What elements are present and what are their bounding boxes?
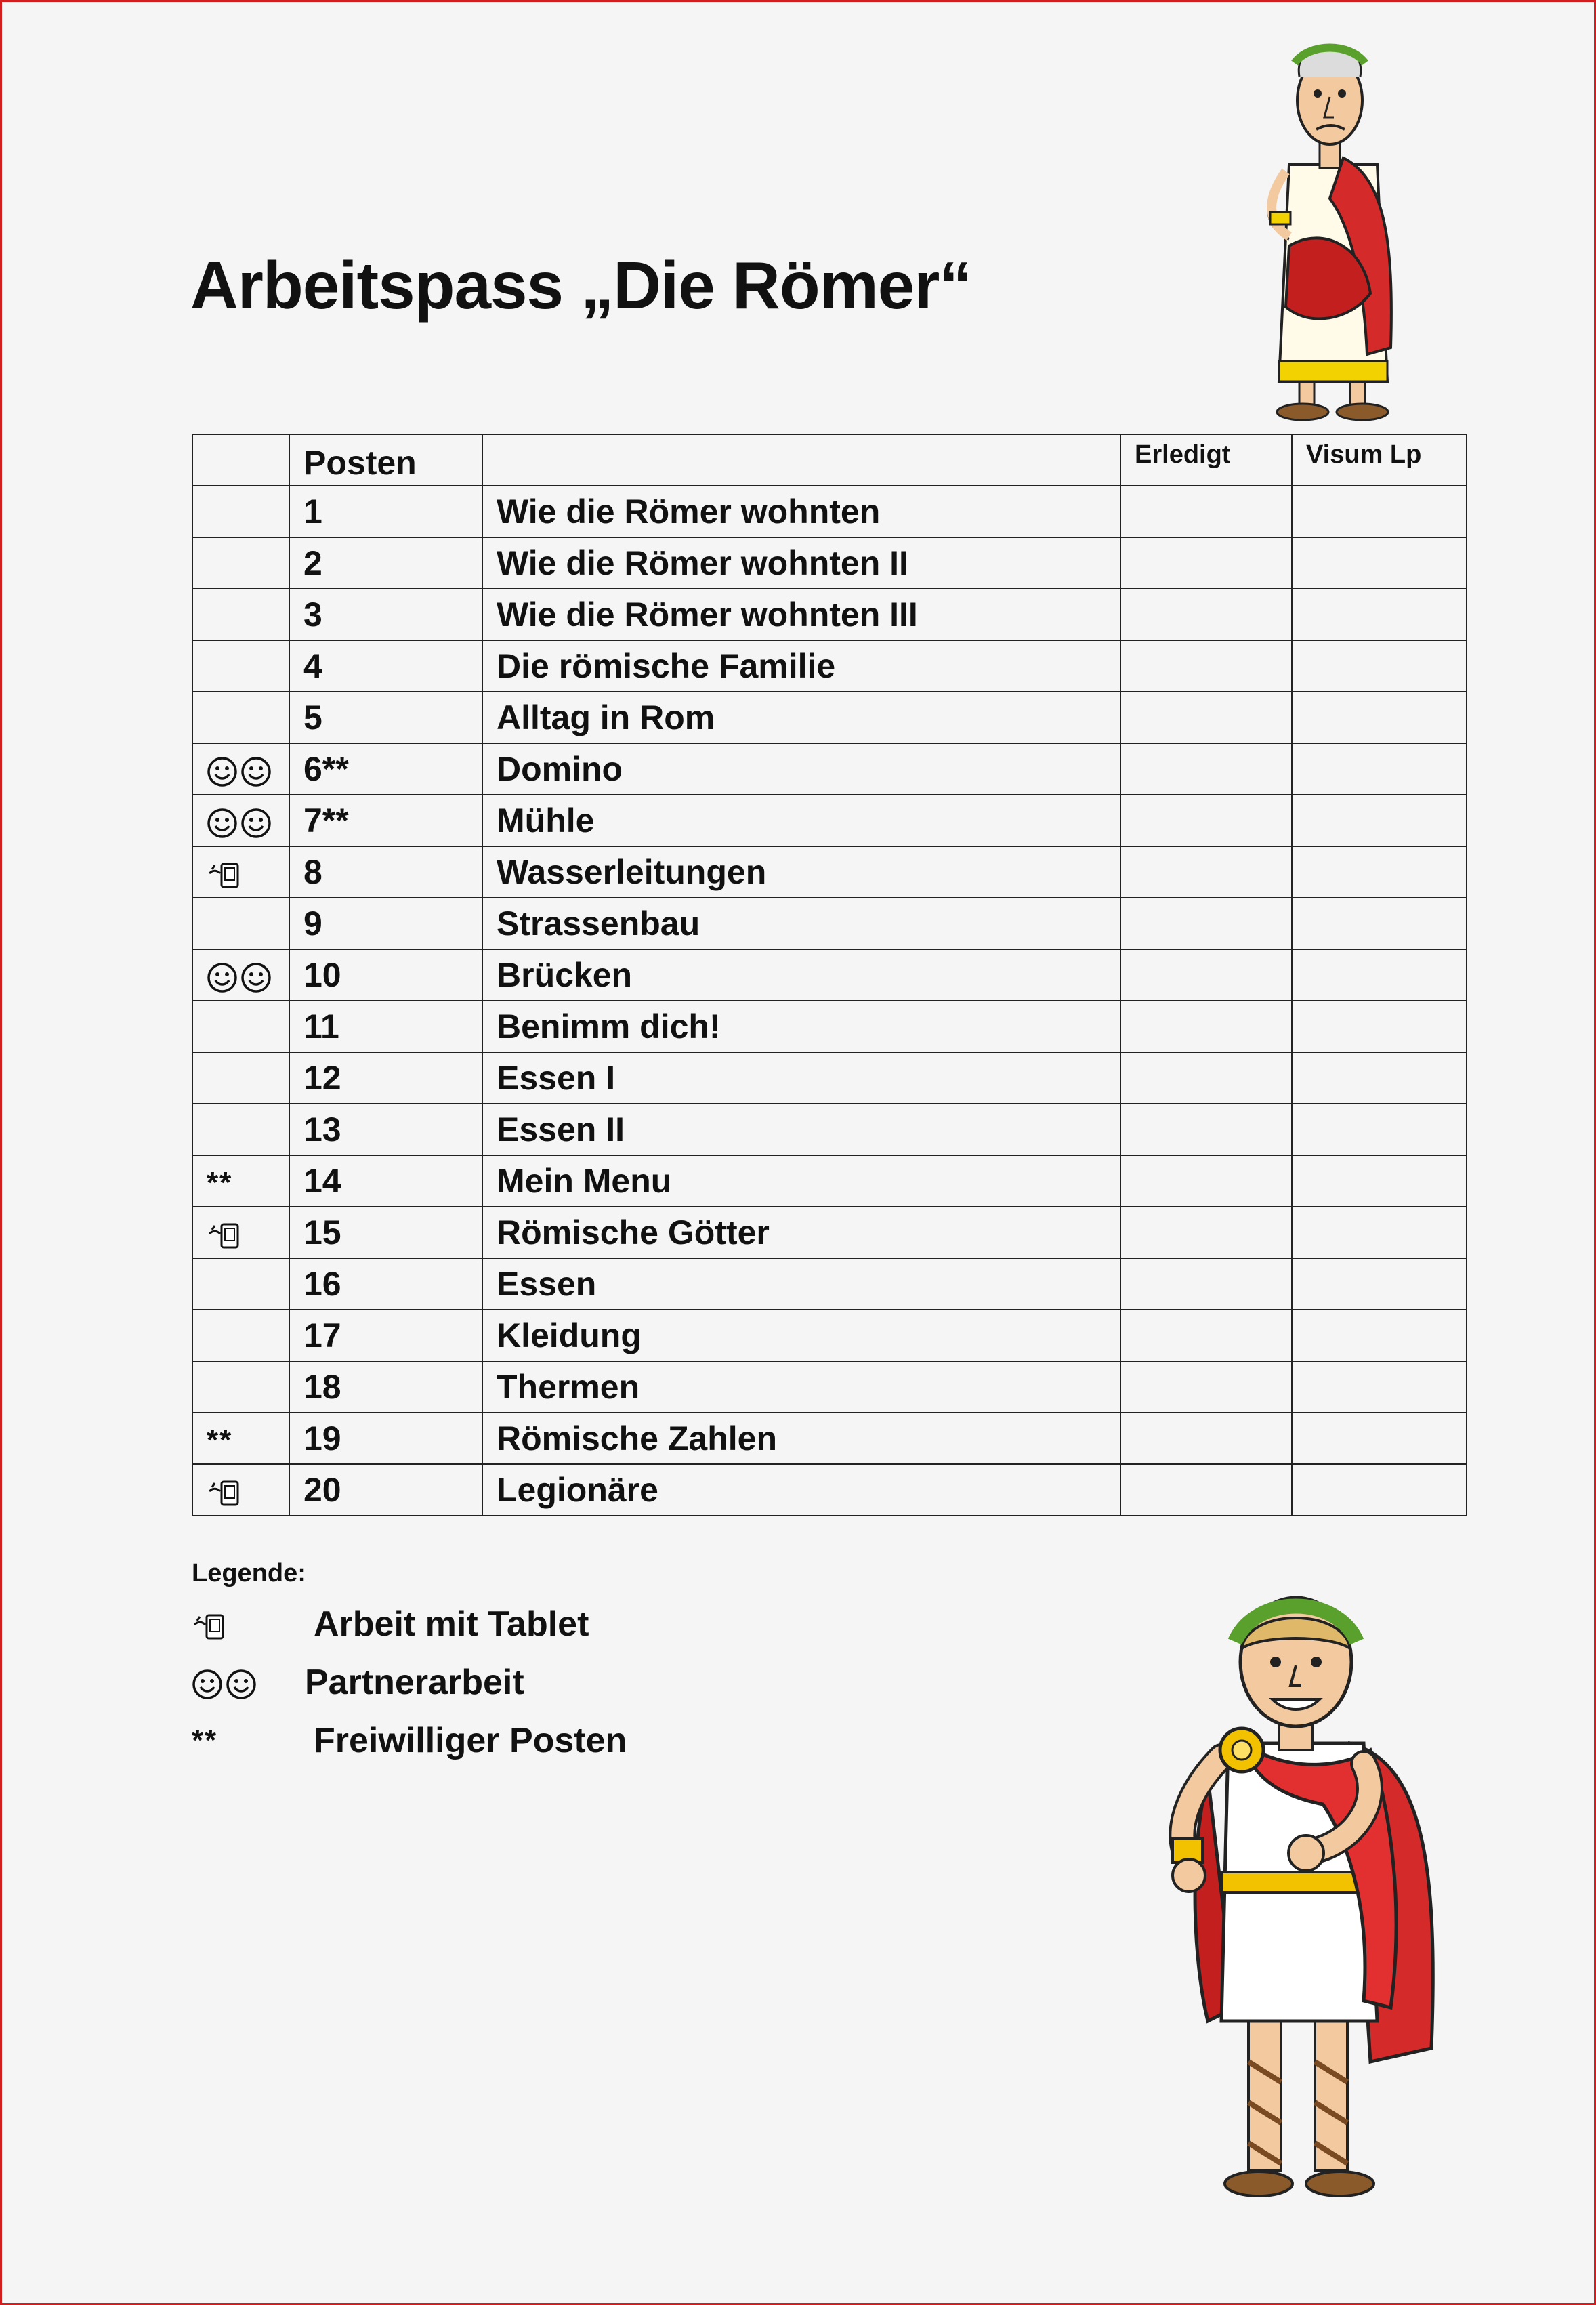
legend-stars-label: Freiwilliger Posten: [314, 1721, 627, 1760]
legend-stars: [192, 1720, 627, 1761]
erledigt-cell[interactable]: [1120, 1310, 1292, 1361]
row-number: 7**: [289, 795, 482, 846]
visum-cell[interactable]: [1292, 795, 1467, 846]
erledigt-cell[interactable]: [1120, 692, 1292, 743]
row-task: Alltag in Rom: [482, 692, 1120, 743]
row-number: 10: [289, 949, 482, 1001]
table-row: [192, 1413, 1467, 1464]
erledigt-cell[interactable]: [1120, 1413, 1292, 1464]
erledigt-cell[interactable]: [1120, 898, 1292, 949]
erledigt-cell[interactable]: [1120, 1104, 1292, 1155]
visum-cell[interactable]: [1292, 1104, 1467, 1155]
row-task: Römische Zahlen: [482, 1413, 1120, 1464]
erledigt-cell[interactable]: [1120, 846, 1292, 898]
row-mark: [192, 743, 289, 795]
erledigt-cell[interactable]: [1120, 640, 1292, 692]
erledigt-cell[interactable]: [1120, 1001, 1292, 1052]
visum-cell[interactable]: [1292, 589, 1467, 640]
row-task: Essen: [482, 1258, 1120, 1310]
visum-cell[interactable]: [1292, 1413, 1467, 1464]
row-number: 18: [289, 1361, 482, 1413]
row-mark: [192, 1001, 289, 1052]
table-row: [192, 1258, 1467, 1310]
row-task: Wie die Römer wohnten III: [482, 589, 1120, 640]
roman-emperor-illustration: [1147, 1587, 1445, 2211]
erledigt-cell[interactable]: [1120, 743, 1292, 795]
tablet-hand-icon: [192, 1604, 314, 1644]
legend-partner: [192, 1662, 524, 1703]
table-row: [192, 1155, 1467, 1207]
row-number: 2: [289, 537, 482, 589]
table-row: [192, 1207, 1467, 1258]
tablet-hand-icon: [207, 1471, 249, 1509]
row-mark: [192, 537, 289, 589]
row-task: Wie die Römer wohnten: [482, 486, 1120, 537]
visum-cell[interactable]: [1292, 1001, 1467, 1052]
row-mark: [192, 1258, 289, 1310]
header-posten: Posten: [289, 434, 482, 486]
stars-symbol: **: [192, 1724, 218, 1757]
stars-symbol: **: [207, 1166, 233, 1199]
smiley-icon: [207, 802, 274, 839]
visum-cell[interactable]: [1292, 949, 1467, 1001]
table-row: [192, 640, 1467, 692]
row-task: Kleidung: [482, 1310, 1120, 1361]
table-row: [192, 537, 1467, 589]
row-task: Die römische Familie: [482, 640, 1120, 692]
page-title: Arbeitspass „Die Römer“: [190, 248, 972, 323]
header-visum: Visum Lp: [1292, 434, 1467, 486]
erledigt-cell[interactable]: [1120, 486, 1292, 537]
row-mark: [192, 1052, 289, 1104]
legend-partner-label: Partnerarbeit: [305, 1663, 524, 1702]
visum-cell[interactable]: [1292, 1464, 1467, 1516]
row-mark: [192, 640, 289, 692]
row-mark: [192, 692, 289, 743]
station-table: [192, 434, 1467, 1516]
row-task: Mühle: [482, 795, 1120, 846]
row-mark: [192, 898, 289, 949]
header-mark: [192, 434, 289, 486]
row-number: 4: [289, 640, 482, 692]
visum-cell[interactable]: [1292, 1258, 1467, 1310]
visum-cell[interactable]: [1292, 898, 1467, 949]
row-task: Legionäre: [482, 1464, 1120, 1516]
erledigt-cell[interactable]: [1120, 1361, 1292, 1413]
header-erledigt: Erledigt: [1120, 434, 1292, 486]
visum-cell[interactable]: [1292, 846, 1467, 898]
erledigt-cell[interactable]: [1120, 1155, 1292, 1207]
row-number: 8: [289, 846, 482, 898]
erledigt-cell[interactable]: [1120, 1258, 1292, 1310]
visum-cell[interactable]: [1292, 1310, 1467, 1361]
legend-tablet: [192, 1604, 589, 1644]
row-number: 13: [289, 1104, 482, 1155]
row-task: Domino: [482, 743, 1120, 795]
visum-cell[interactable]: [1292, 537, 1467, 589]
roman-senator-illustration: [1248, 22, 1418, 429]
legend-title: Legende:: [192, 1559, 306, 1587]
row-number: 6**: [289, 743, 482, 795]
row-number: 1: [289, 486, 482, 537]
row-number: 11: [289, 1001, 482, 1052]
table-row: [192, 743, 1467, 795]
erledigt-cell[interactable]: [1120, 589, 1292, 640]
stars-symbol: **: [207, 1424, 233, 1457]
row-mark: [192, 1207, 289, 1258]
table-header-row: [192, 434, 1467, 486]
table-row: [192, 1001, 1467, 1052]
row-mark: [192, 1361, 289, 1413]
row-mark: [192, 486, 289, 537]
row-mark: [192, 949, 289, 1001]
table-row: [192, 1361, 1467, 1413]
legend-tablet-label: Arbeit mit Tablet: [314, 1604, 589, 1644]
visum-cell[interactable]: [1292, 486, 1467, 537]
table-row: [192, 1104, 1467, 1155]
row-mark: [192, 795, 289, 846]
smiley-icon: [207, 750, 274, 788]
erledigt-cell[interactable]: [1120, 1464, 1292, 1516]
row-number: 19: [289, 1413, 482, 1464]
row-mark: [192, 589, 289, 640]
row-number: 12: [289, 1052, 482, 1104]
row-task: Brücken: [482, 949, 1120, 1001]
erledigt-cell[interactable]: [1120, 795, 1292, 846]
row-number: 9: [289, 898, 482, 949]
row-task: Römische Götter: [482, 1207, 1120, 1258]
table-row: [192, 898, 1467, 949]
row-task: Strassenbau: [482, 898, 1120, 949]
erledigt-cell[interactable]: [1120, 1052, 1292, 1104]
erledigt-cell[interactable]: [1120, 1207, 1292, 1258]
tablet-hand-icon: [207, 1213, 249, 1251]
row-task: Essen II: [482, 1104, 1120, 1155]
row-number: 15: [289, 1207, 482, 1258]
row-mark: [192, 1464, 289, 1516]
visum-cell[interactable]: [1292, 1052, 1467, 1104]
visum-cell[interactable]: [1292, 1207, 1467, 1258]
table-row: [192, 692, 1467, 743]
table-row: [192, 589, 1467, 640]
row-number: 14: [289, 1155, 482, 1207]
row-task: Benimm dich!: [482, 1001, 1120, 1052]
row-task: Essen I: [482, 1052, 1120, 1104]
row-mark: [192, 1310, 289, 1361]
smiley-icon: [207, 956, 274, 994]
row-number: 17: [289, 1310, 482, 1361]
row-mark: [192, 1104, 289, 1155]
visum-cell[interactable]: [1292, 640, 1467, 692]
row-number: 16: [289, 1258, 482, 1310]
table-row: [192, 949, 1467, 1001]
row-task: Wasserleitungen: [482, 846, 1120, 898]
tablet-hand-icon: [207, 853, 249, 891]
row-task: Thermen: [482, 1361, 1120, 1413]
row-mark: [192, 846, 289, 898]
table-row: [192, 486, 1467, 537]
smiley-icon: [192, 1662, 305, 1703]
row-number: 3: [289, 589, 482, 640]
visum-cell[interactable]: [1292, 692, 1467, 743]
row-number: 5: [289, 692, 482, 743]
erledigt-cell[interactable]: [1120, 537, 1292, 589]
table-row: [192, 1052, 1467, 1104]
header-task: [482, 434, 1120, 486]
table-row: [192, 1464, 1467, 1516]
erledigt-cell[interactable]: [1120, 949, 1292, 1001]
visum-cell[interactable]: [1292, 1361, 1467, 1413]
visum-cell[interactable]: [1292, 1155, 1467, 1207]
row-task: Mein Menu: [482, 1155, 1120, 1207]
table-row: [192, 846, 1467, 898]
table-row: [192, 795, 1467, 846]
row-mark: [192, 1413, 289, 1464]
row-mark: [192, 1155, 289, 1207]
visum-cell[interactable]: [1292, 743, 1467, 795]
row-task: Wie die Römer wohnten II: [482, 537, 1120, 589]
table-row: [192, 1310, 1467, 1361]
row-number: 20: [289, 1464, 482, 1516]
